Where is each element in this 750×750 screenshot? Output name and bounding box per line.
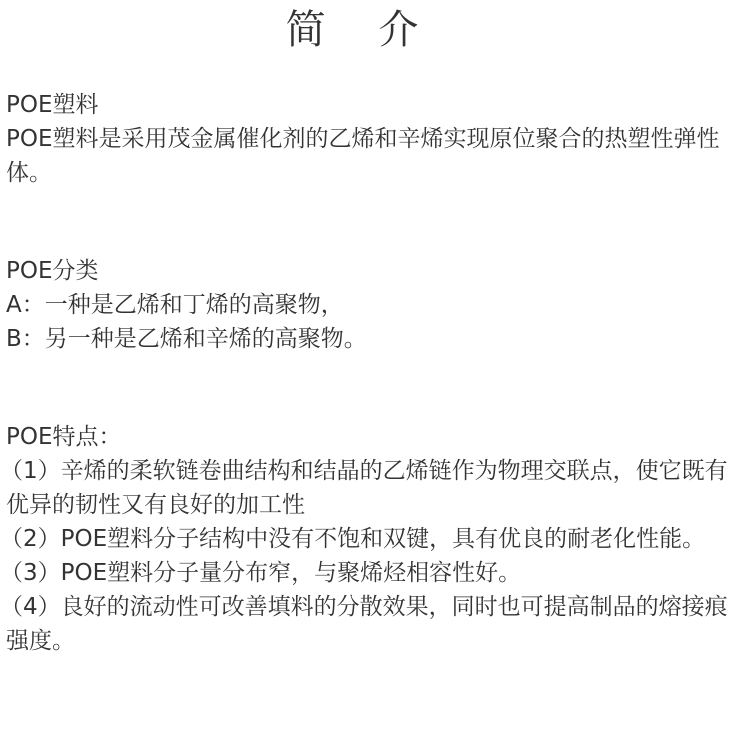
intro-heading: POE塑料 bbox=[6, 92, 99, 118]
classification-heading: POE分类 bbox=[6, 258, 99, 284]
feature-item: （2）POE塑料分子结构中没有不饱和双键，具有优良的耐老化性能。 bbox=[0, 526, 706, 552]
content-body bbox=[0, 88, 736, 658]
features-heading: POE特点： bbox=[6, 424, 122, 450]
classification-item: B：另一种是乙烯和辛烯的高聚物。 bbox=[6, 326, 367, 352]
classification-section bbox=[6, 254, 736, 356]
feature-item: （3）POE塑料分子量分布窄，与聚烯烃相容性好。 bbox=[0, 560, 522, 586]
intro-body: POE塑料是采用茂金属催化剂的乙烯和辛烯实现原位聚合的热塑性弹性体。 bbox=[6, 126, 720, 186]
features-section bbox=[0, 420, 736, 658]
intro-section bbox=[6, 88, 736, 190]
page-title: 简 介 bbox=[285, 7, 439, 53]
feature-item: （1）辛烯的柔软链卷曲结构和结晶的乙烯链作为物理交联点，使它既有优异的韧性又有良好的加工性 bbox=[0, 458, 728, 518]
classification-item: A：一种是乙烯和丁烯的高聚物， bbox=[6, 292, 344, 318]
feature-item: （4）良好的流动性可改善填料的分散效果，同时也可提高制品的熔接痕强度。 bbox=[0, 594, 728, 654]
